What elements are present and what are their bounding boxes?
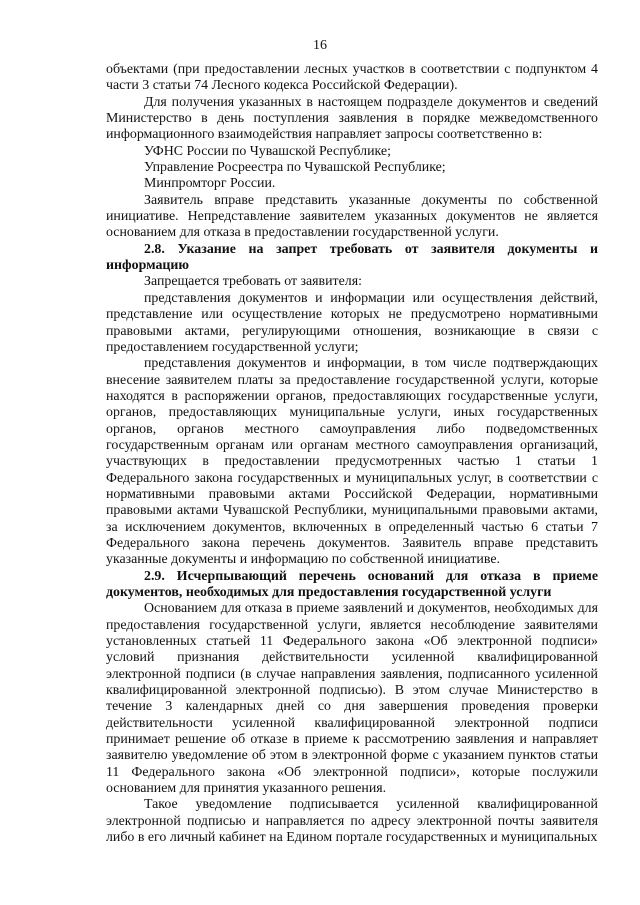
- paragraph-prohibited-item-1: представления документов и информации или осуществления действий, представление или осуществление которых не предусмотрено нормативными правовыми актами, регулирующими отношения, возникающие в связи с предоставлением государственной услуги;: [106, 290, 598, 355]
- paragraph-prohibited-intro: Запрещается требовать от заявителя:: [144, 274, 362, 290]
- section-heading-2-8: 2.8. Указание на запрет требовать от заявителя документы и информацию: [106, 241, 598, 274]
- page-number: 16: [313, 38, 327, 53]
- paragraph-refusal-grounds: Основанием для отказа в приеме заявлений и документов, необходимых для предоставления государственной услуги, является несоблюдение заявителями установленных статьей 11 Федерального закона «Об электронной подписи» условий признания действительности усиленной квалифицированной электронной подписи (в случае направления заявления, подписанного усиленной квалифицированной электронной подписью). В этом случае Министерство в течение 3 календарных дней со дня завершения проведения проверки действительности усиленной квалифицированной электронной подписи принимает решение об отказе в приеме к рассмотрению заявления и направляет заявителю уведомление об этом в электронной форме с указанием пунктов статьи 11 Федерального закона «Об электронной подписи», которые послужили основанием для принятия указанного решения.: [106, 601, 598, 797]
- list-item-ufns: УФНС России по Чувашской Республике;: [144, 143, 391, 159]
- paragraph-prohibited-item-2: представления документов и информации, в том числе подтверждающих внесение заявителем платы за предоставление государственной услуги, которые находятся в распоряжении органов, предоставляющих государственные услуги, органов, предоставляющих муниципальные услуги, иных государственных органов, органов местного самоуправления либо подведомственных государственным органам или органам местного самоуправления организаций, участвующих в предоставлении предусмотренных частью 1 статьи 1 Федерального закона государственных и муниципальных услуг, в соответствии с нормативными правовыми актами Российской Федерации, нормативными правовыми актами Чувашской Республики, муниципальными правовыми актами, за исключением документов, включенных в определенный частью 6 статьи 7 Федерального закона перечень документов. Заявитель вправе представить указанные документы и информацию по собственной инициативе.: [106, 356, 598, 568]
- paragraph-own-initiative: Заявитель вправе представить указанные документы по собственной инициативе. Непредставление заявителем указанных документов не является основанием для отказа в предоставлении государственной услуги.: [106, 192, 598, 241]
- paragraph-requests-intro: Для получения указанных в настоящем подразделе документов и сведений Министерство в день поступления заявления в порядке межведомственного информационного взаимодействия направляет запросы соответственно в:: [106, 94, 598, 143]
- document-body: [106, 62, 598, 847]
- paragraph-continuation: объектами (при предоставлении лесных участков в соответствии с подпунктом 4 части 3 статьи 74 Лесного кодекса Российской Федерации).: [106, 62, 598, 94]
- paragraph-notification: Такое уведомление подписывается усиленной квалифицированной электронной подписью и направляется по адресу электронной почты заявителя либо в его личный кабинет на Едином портале государственных и муниципальных: [106, 797, 598, 846]
- list-item-rosreestr: Управление Росреестра по Чувашской Республике;: [144, 160, 446, 176]
- section-heading-2-9: 2.9. Исчерпывающий перечень оснований для отказа в приеме документов, необходимых для предоставления государственной услуги: [106, 568, 598, 600]
- list-item-minpromtorg: Минпромторг России.: [144, 176, 276, 192]
